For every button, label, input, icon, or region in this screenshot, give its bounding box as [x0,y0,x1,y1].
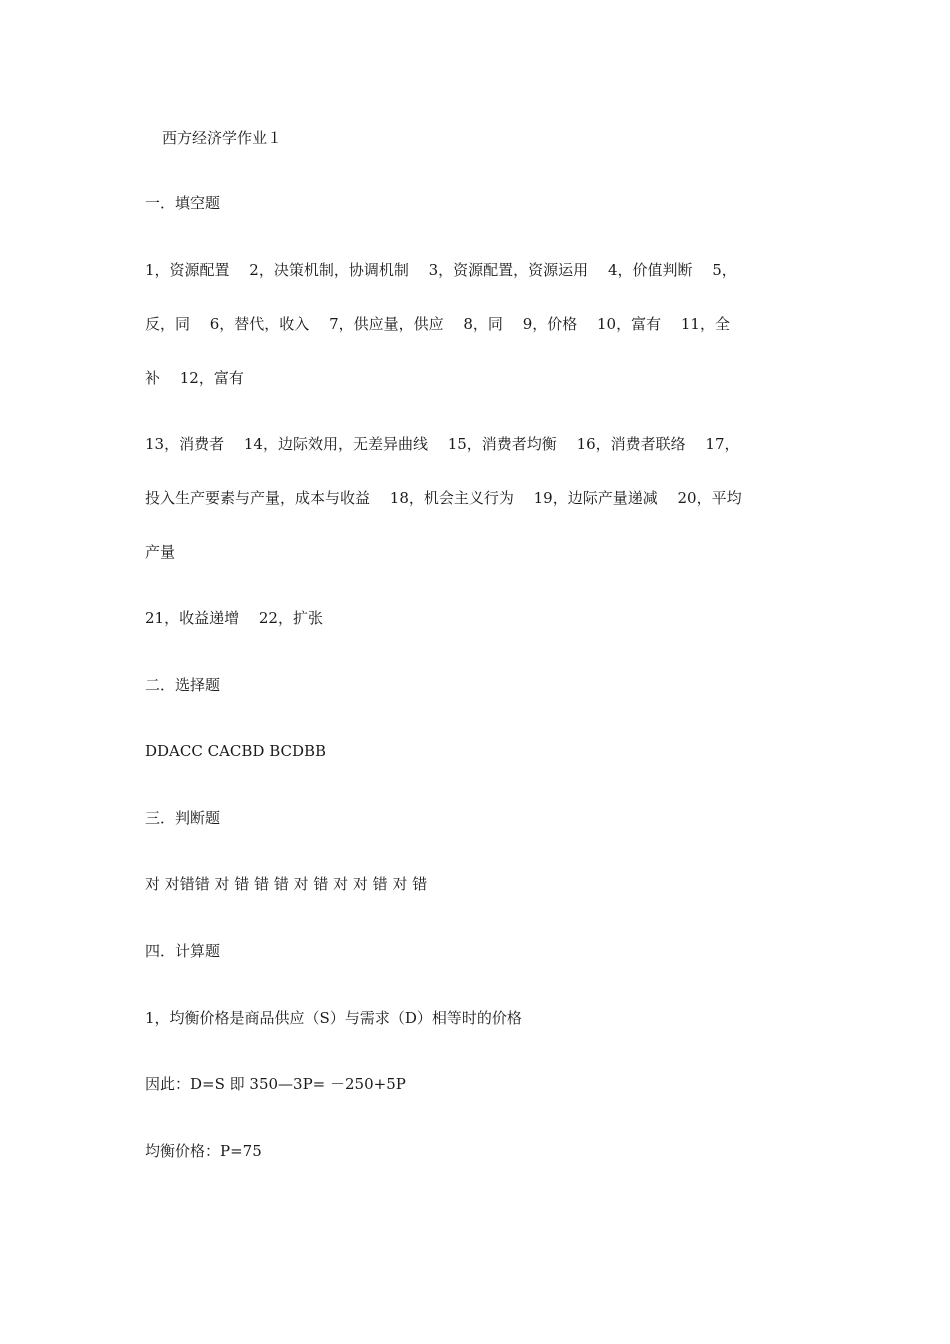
fill-in-answers-line-2: 反，同 6，替代，收入 7，供应量，供应 8，同 9，价格 10，富有 11，全 [145,315,730,333]
fill-in-answers-line-3: 补 12，富有 [145,369,244,387]
section-heading-calculation: 四．计算题 [145,942,221,960]
section-heading-fill-in: 一．填空题 [145,194,221,212]
fill-in-answers-line-6: 产量 [145,543,176,561]
calculation-line-2: 因此：D=S 即 350—3P= －250+5P [145,1075,406,1093]
fill-in-answers-line-5: 投入生产要素与产量，成本与收益 18，机会主义行为 19，边际产量递减 20，平均 [145,489,742,507]
calculation-line-1: 1，均衡价格是商品供应（S）与需求（D）相等时的价格 [145,1009,522,1027]
true-false-answers: 对 对错错 对 错 错 错 对 错 对 对 错 对 错 [145,875,428,893]
fill-in-answers-line-1: 1，资源配置 2，决策机制，协调机制 3，资源配置，资源运用 4，价值判断 5， [145,261,737,279]
document-title: 西方经济学作业１ [162,129,283,147]
multiple-choice-answers: DDACC CACBD BCDBB [145,742,327,760]
section-heading-true-false: 三．判断题 [145,809,221,827]
section-heading-multiple-choice: 二．选择题 [145,676,221,694]
calculation-line-3: 均衡价格：P=75 [145,1142,262,1160]
fill-in-answers-line-7: 21，收益递增 22，扩张 [145,609,323,627]
fill-in-answers-line-4: 13，消费者 14，边际效用，无差异曲线 15，消费者均衡 16，消费者联络 17， [145,435,740,453]
